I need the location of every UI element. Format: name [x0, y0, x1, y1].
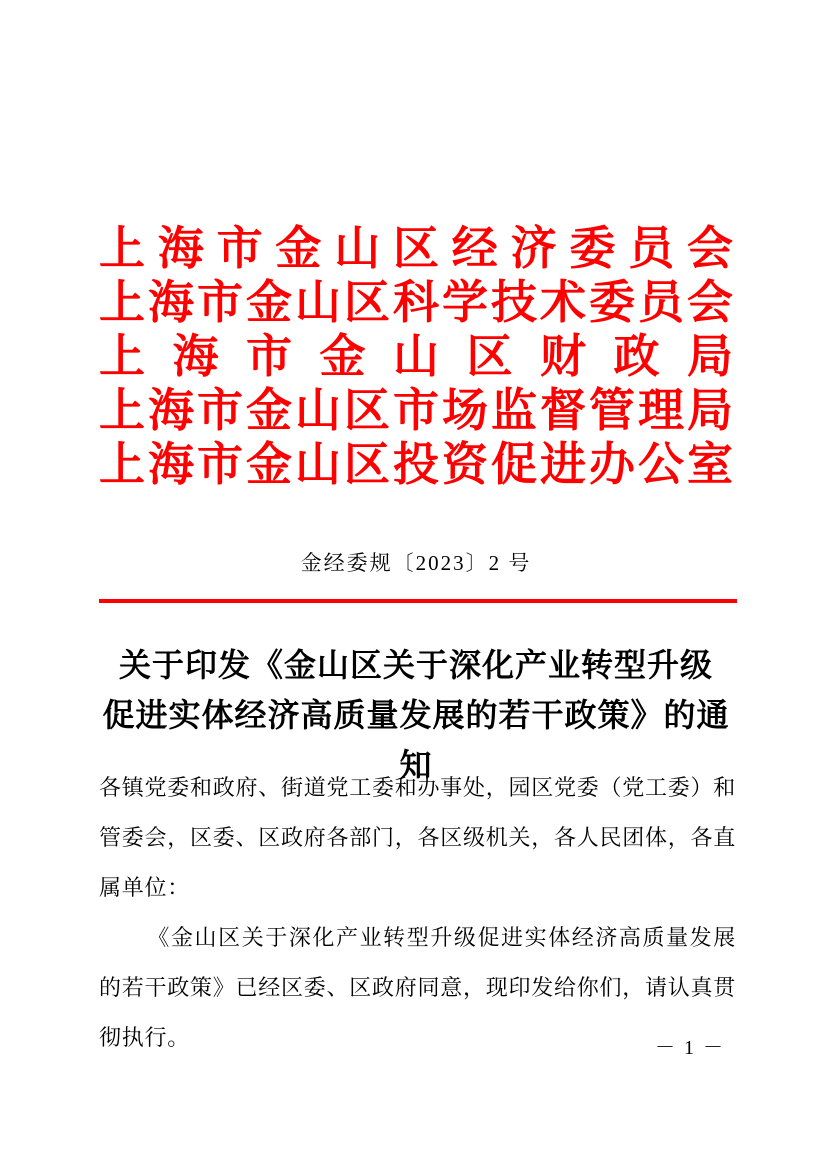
document-title-line1: 关于印发《金山区关于深化产业转型升级: [118, 647, 713, 683]
org-line-finance-bureau: 上海市金山区财政局: [99, 331, 733, 382]
document-body: [99, 763, 736, 1063]
org-line-investment-promotion-office: 上海市金山区投资促进办公室: [99, 439, 733, 490]
document-title-line2: 促进实体经济高质量发展的若干政策》的通知: [102, 697, 730, 783]
page-number: － 1 －: [655, 1037, 725, 1059]
red-divider-line: [99, 599, 737, 603]
org-line-economic-commission: 上海市金山区经济委员会: [99, 223, 733, 274]
org-line-science-technology-commission: 上海市金山区科学技术委员会: [99, 277, 733, 328]
letterhead-issuing-orgs: [99, 222, 733, 492]
document-reference-number: 金经委规〔2023〕2 号: [300, 551, 532, 575]
body-paragraph: 《金山区关于深化产业转型升级促进实体经济高质量发展的若干政策》已经区委、区政府同意，现印发给你们，请认真贯彻执行。: [99, 925, 737, 1050]
org-line-market-supervision-bureau: 上海市金山区市场监督管理局: [99, 385, 733, 436]
salutation-paragraph: 各镇党委和政府、街道党工委和办事处，园区党委（党工委）和管委会，区委、区政府各部门，各区级机关，各人民团体，各直属单位：: [99, 775, 737, 900]
